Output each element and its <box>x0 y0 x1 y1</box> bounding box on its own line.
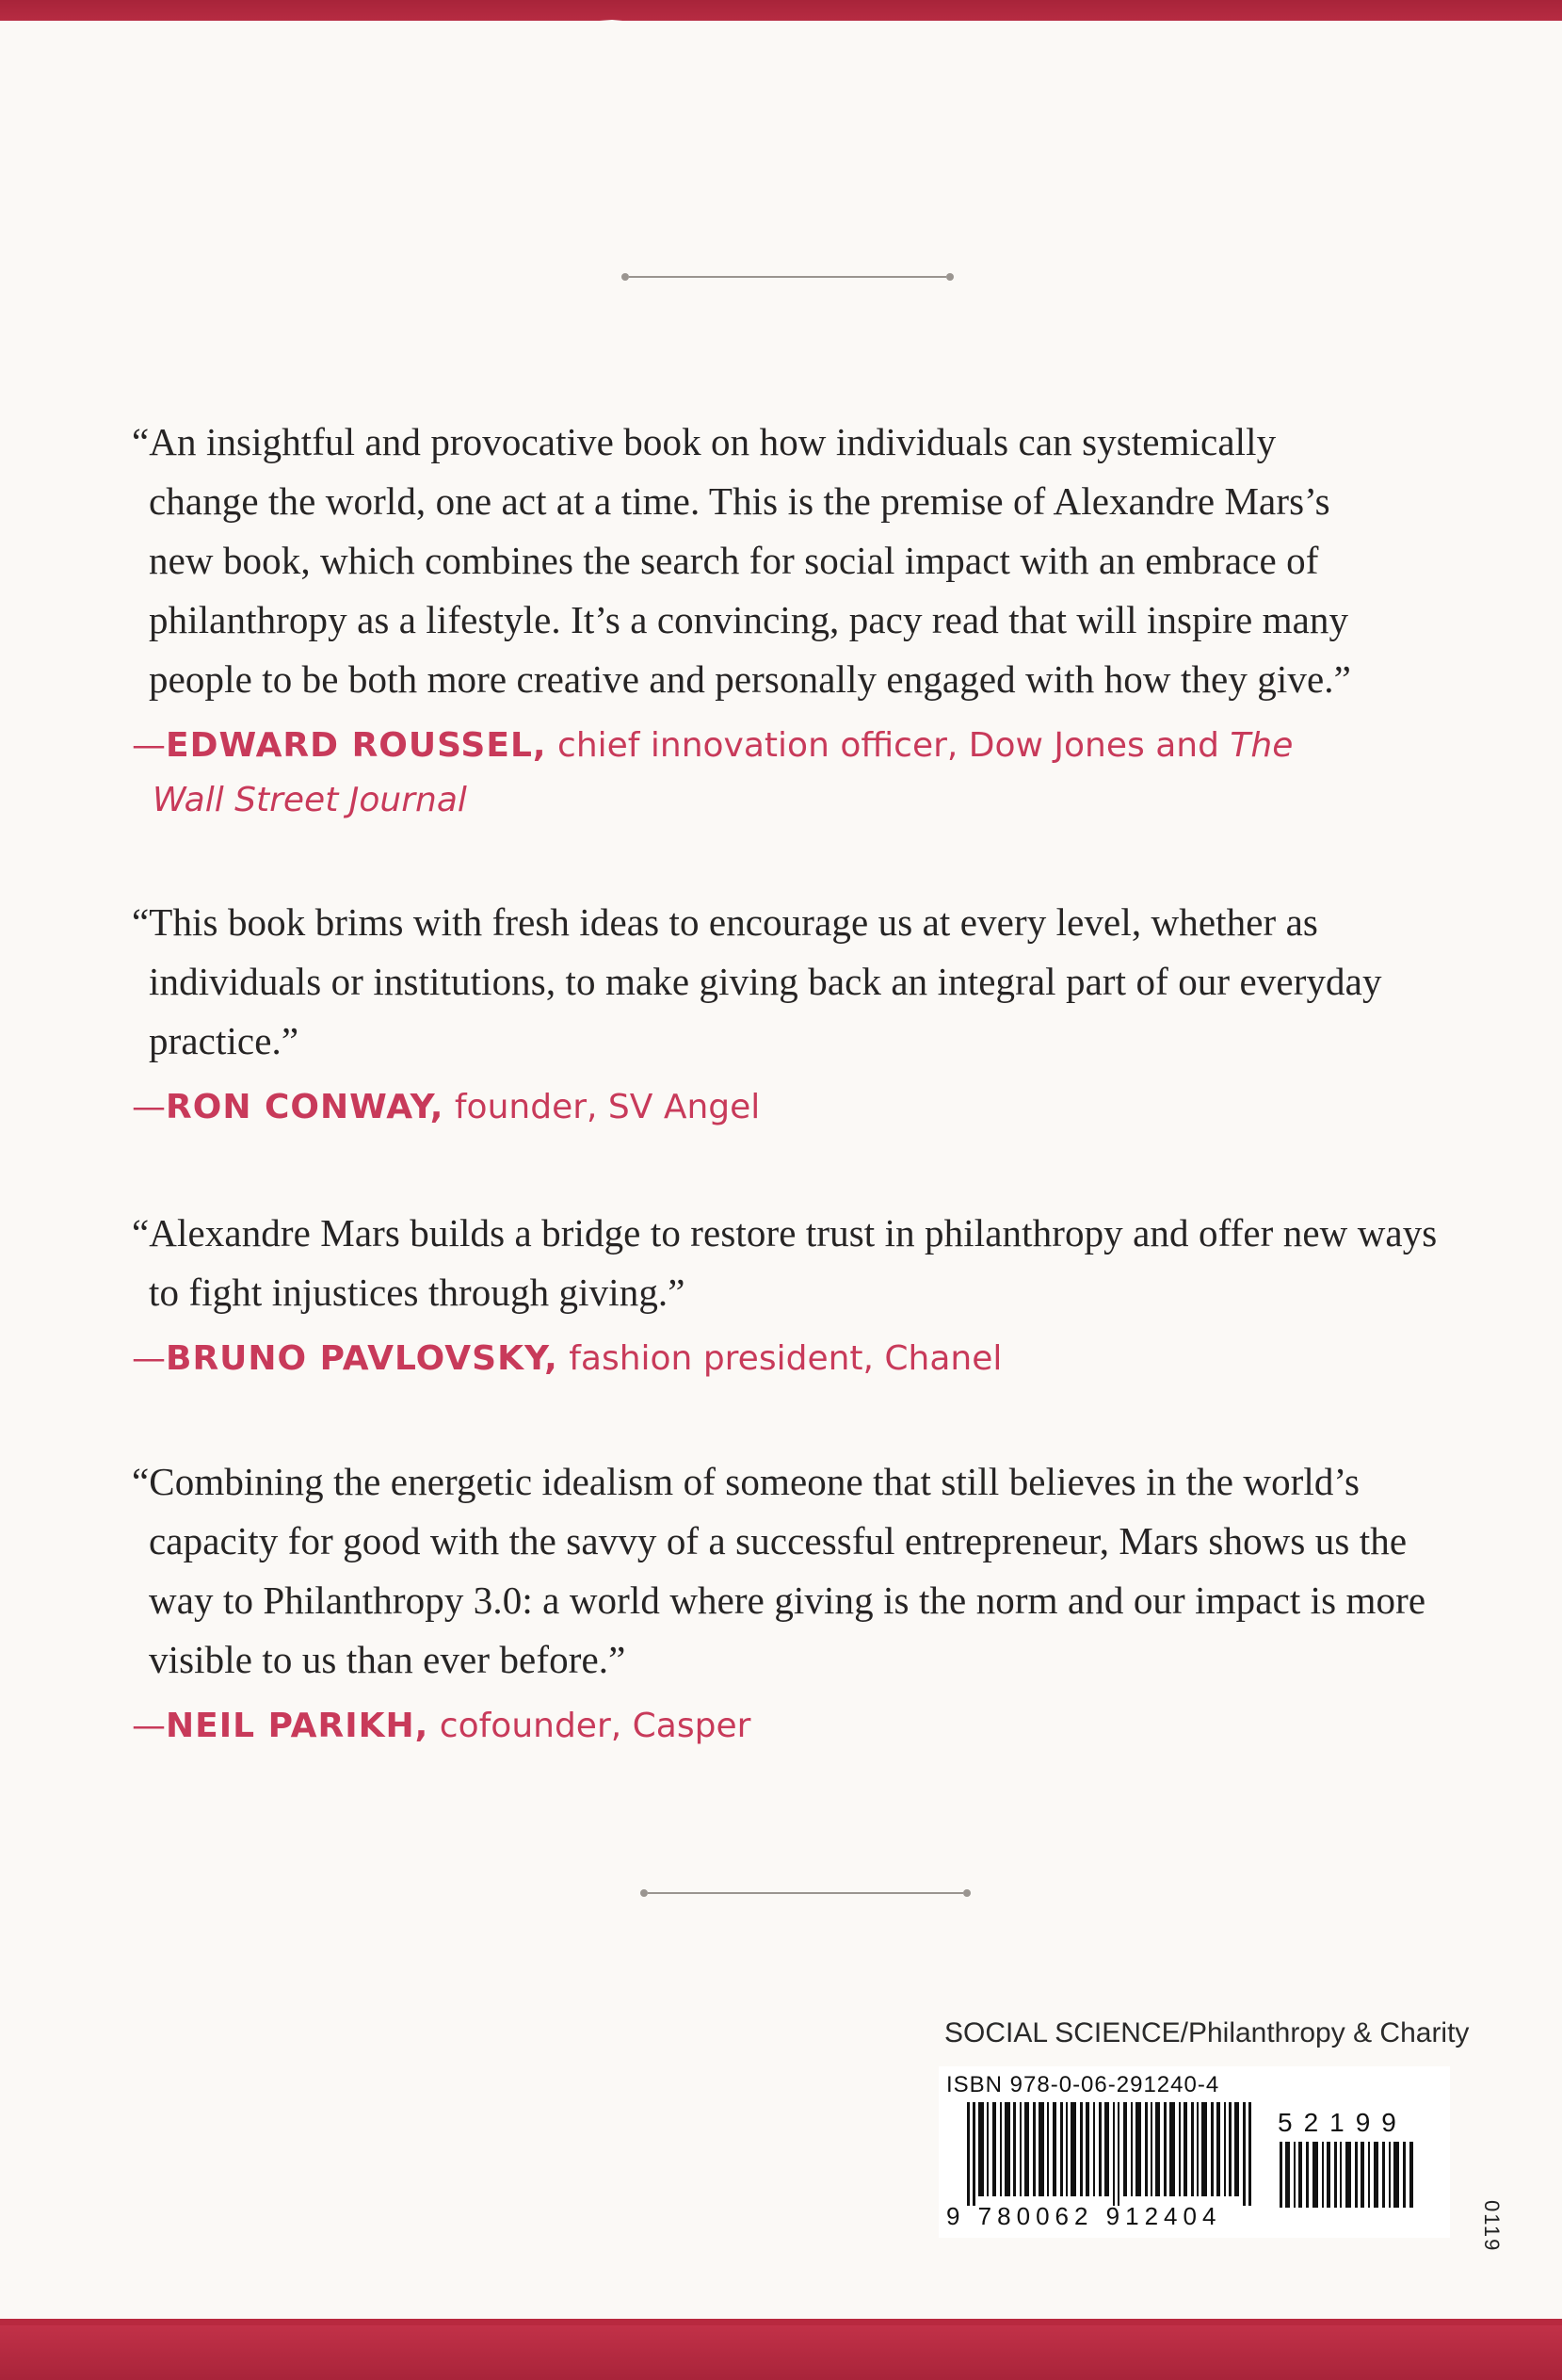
quote-attribution <box>132 1080 1441 1135</box>
attribution-name: RON CONWAY, <box>166 1088 444 1126</box>
quote-attribution <box>132 719 1365 828</box>
back-cover-paper <box>0 21 1562 2319</box>
attribution-dash: — <box>132 1339 166 1378</box>
attribution-dash: — <box>132 1707 166 1745</box>
isbn-barcode <box>967 2102 1268 2206</box>
torn-top-edge <box>0 15 1562 36</box>
barcode-digits: 9 780062 912404 <box>946 2202 1222 2230</box>
quote-text: “Alexandre Mars builds a bridge to restore trust in philanthropy and offer new ways to fight injustices through giving.” <box>132 1211 1438 1314</box>
quote-edward-roussel <box>132 413 1365 828</box>
attribution-dash: — <box>132 1088 166 1126</box>
isbn-label: ISBN 978-0-06-291240-4 <box>946 2072 1220 2097</box>
attribution-publication: The Wall Street Journal <box>153 726 1294 819</box>
quote-bruno-pavlovsky <box>132 1204 1469 1386</box>
price-barcode <box>1280 2142 1421 2208</box>
attribution-role: fashion president, Chanel <box>557 1339 1003 1378</box>
quote-attribution <box>132 1332 1469 1386</box>
attribution-role: cofounder, Casper <box>428 1707 751 1745</box>
top-ornament-divider <box>621 272 954 282</box>
attribution-role: founder, SV Angel <box>443 1088 761 1126</box>
bottom-red-band <box>0 2325 1562 2380</box>
quote-neil-parikh <box>132 1452 1469 1754</box>
attribution-name: EDWARD ROUSSEL, <box>166 726 547 765</box>
torn-bottom-edge <box>0 2304 1562 2324</box>
print-code: 0119 <box>1480 2200 1504 2253</box>
barcode-block <box>939 2066 1450 2238</box>
quote-ron-conway <box>132 893 1441 1135</box>
quote-text: “This book brims with fresh ideas to encourage us at every level, whether as individuals or institutions, to make giving back an integral part of our everyday practice.” <box>132 900 1382 1062</box>
attribution-role: chief innovation officer, Dow Jones and <box>546 726 1231 765</box>
attribution-dash: — <box>132 726 166 765</box>
subject-category: SOCIAL SCIENCE/Philanthropy & Charity <box>944 2017 1470 2048</box>
quote-text: “An insightful and provocative book on how individuals can systemically change the world, one act at a time. This is the premise of Alexandre Mars’s new book, which combines the search for social impact with an embrace of philanthropy as a lifestyle. It’s a convincing, pacy read that will inspire many people to be both more creative and personally engaged with how they give.” <box>132 420 1351 701</box>
price-code: 52199 <box>1278 2108 1408 2137</box>
attribution-name: NEIL PARIKH, <box>166 1707 429 1745</box>
quote-text: “Combining the energetic idealism of someone that still believes in the world’s capacity for good with the savvy of a successful entrepreneur, Mars shows us the way to Philanthropy 3.0: a world where giving is the norm and our impact is more visible to us than ever before.” <box>132 1460 1426 1681</box>
quote-attribution <box>132 1699 1469 1754</box>
bottom-ornament-divider <box>640 1888 971 1898</box>
attribution-name: BRUNO PAVLOVSKY, <box>166 1339 558 1378</box>
